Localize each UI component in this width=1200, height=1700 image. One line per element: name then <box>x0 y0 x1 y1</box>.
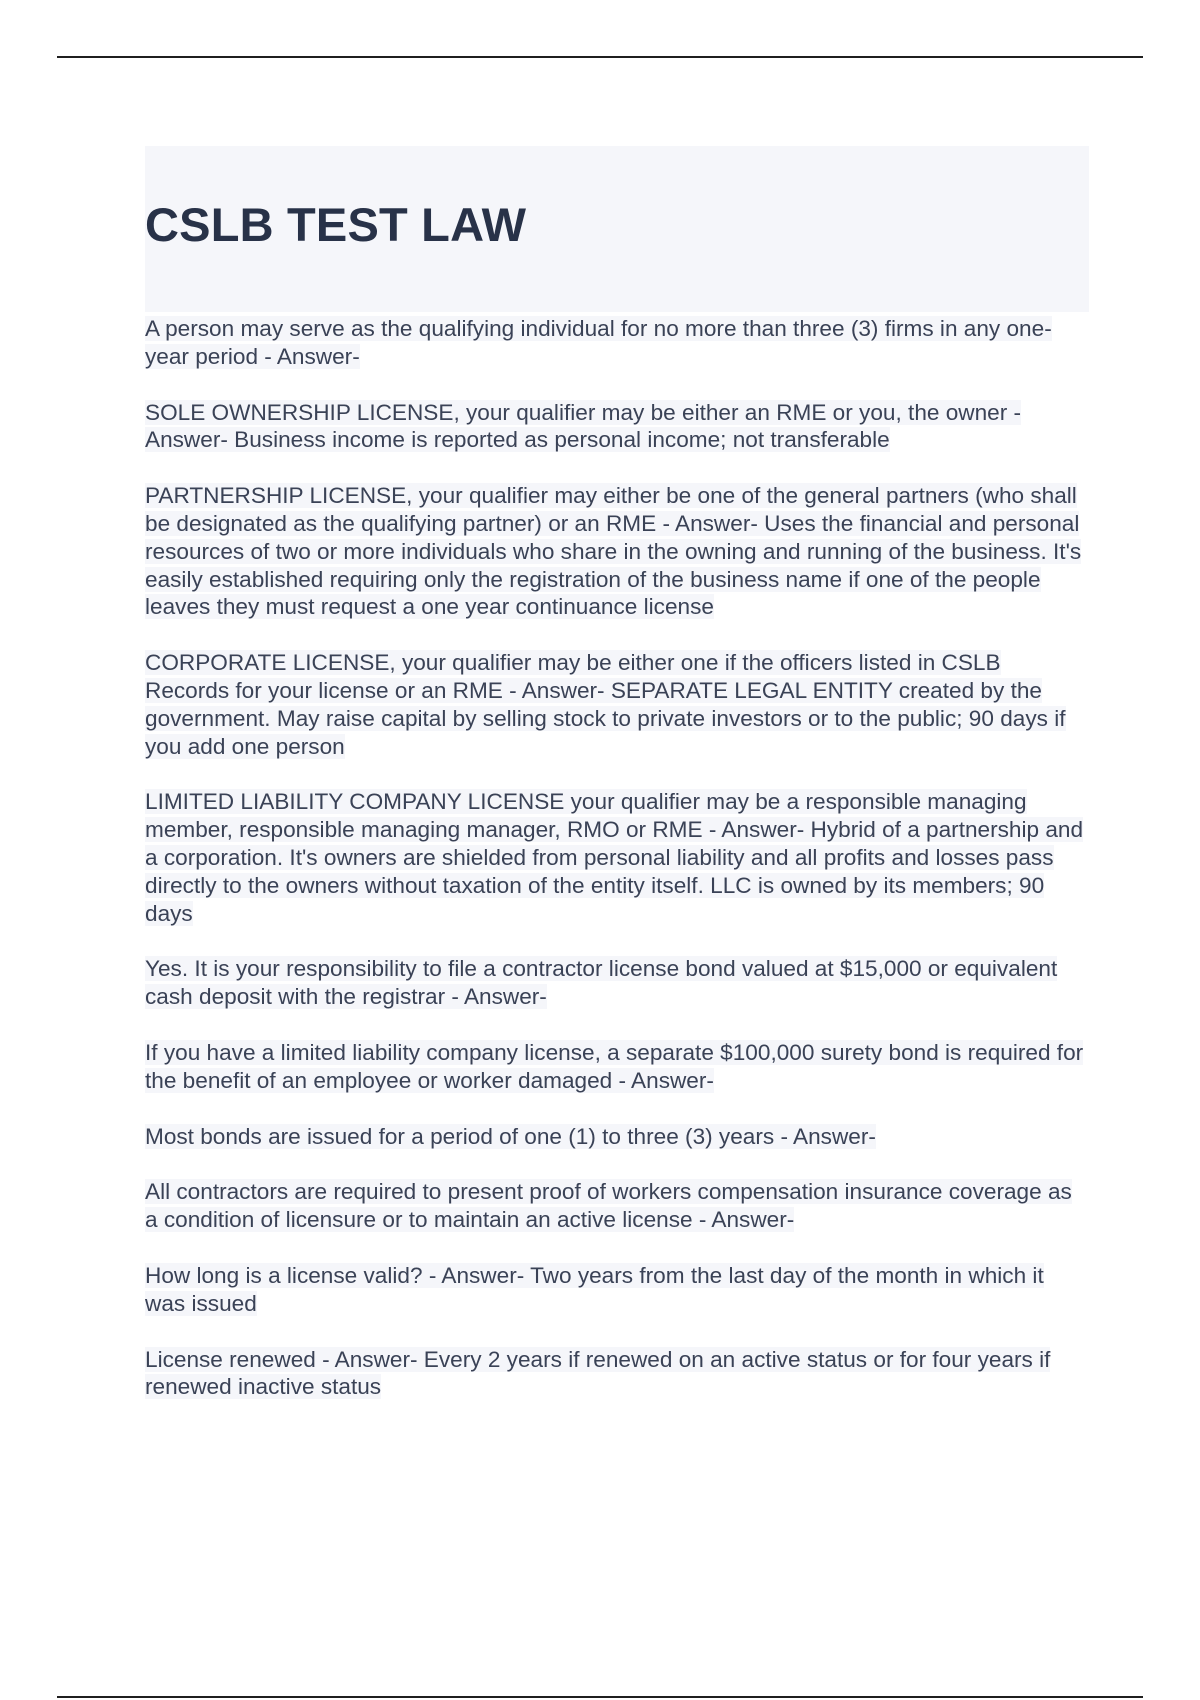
qa-entry-text: All contractors are required to present proof of workers compensation insurance coverage as a condition of licensure or to maintain an active license - Answer- <box>145 1179 1072 1233</box>
qa-entry-text: Yes. It is your responsibility to file a contractor license bond valued at $15,000 or equivalent cash deposit with the registrar - Answer- <box>145 956 1058 1010</box>
qa-list <box>145 315 1089 1401</box>
document-body <box>145 146 1089 1429</box>
title-banner <box>145 146 1089 312</box>
qa-entry <box>145 1178 1089 1234</box>
qa-entry <box>145 315 1089 371</box>
qa-entry-text: PARTNERSHIP LICENSE, your qualifier may either be one of the general partners (who shall be designated as the qualifying partner) or an RME - Answer- Uses the financial and personal resources of two or more individuals who share in the owning and running of the business. It's easily established requiring only the registration of the business name if one of the people leaves they must request a one year continuance license <box>145 483 1082 620</box>
qa-entry <box>145 1346 1089 1402</box>
qa-entry-text: License renewed - Answer- Every 2 years if renewed on an active status or for four years if renewed inactive status <box>145 1346 1051 1400</box>
qa-entry-text: LIMITED LIABILITY COMPANY LICENSE your qualifier may be a responsible managing member, responsible managing manager, RMO or RME - Answer- Hybrid of a partnership and a corporation. It's owners are shielded from personal liability and all profits and losses pass directly to the owners without taxation of the entity itself. LLC is owned by its members; 90 days <box>145 789 1084 926</box>
qa-entry-text: SOLE OWNERSHIP LICENSE, your qualifier may be either an RME or you, the owner - Answer- Business income is reported as personal income; not transferable <box>145 399 1022 453</box>
qa-entry <box>145 1123 1089 1151</box>
bottom-rule <box>57 1696 1143 1698</box>
qa-entry <box>145 399 1089 455</box>
qa-entry-text: If you have a limited liability company license, a separate $100,000 surety bond is required for the benefit of an employee or worker damaged - Answer- <box>145 1039 1084 1093</box>
qa-entry <box>145 955 1089 1011</box>
qa-entry <box>145 1039 1089 1095</box>
qa-entry <box>145 1262 1089 1318</box>
qa-entry-text: CORPORATE LICENSE, your qualifier may be either one if the officers listed in CSLB Records for your license or an RME - Answer- SEPARATE LEGAL ENTITY created by the government. May raise capital by selling stock to private investors or to the public; 90 days if you add one person <box>145 650 1066 759</box>
qa-entry-text: Most bonds are issued for a period of one (1) to three (3) years - Answer- <box>145 1123 876 1149</box>
top-rule <box>57 56 1143 58</box>
qa-entry-text: How long is a license valid? - Answer- Two years from the last day of the month in which it was issued <box>145 1262 1044 1316</box>
qa-entry <box>145 788 1089 927</box>
qa-entry-text: A person may serve as the qualifying individual for no more than three (3) firms in any one-year period - Answer- <box>145 316 1052 369</box>
document-title: CSLB TEST LAW <box>145 198 527 251</box>
qa-entry <box>145 649 1089 760</box>
qa-entry <box>145 482 1089 621</box>
